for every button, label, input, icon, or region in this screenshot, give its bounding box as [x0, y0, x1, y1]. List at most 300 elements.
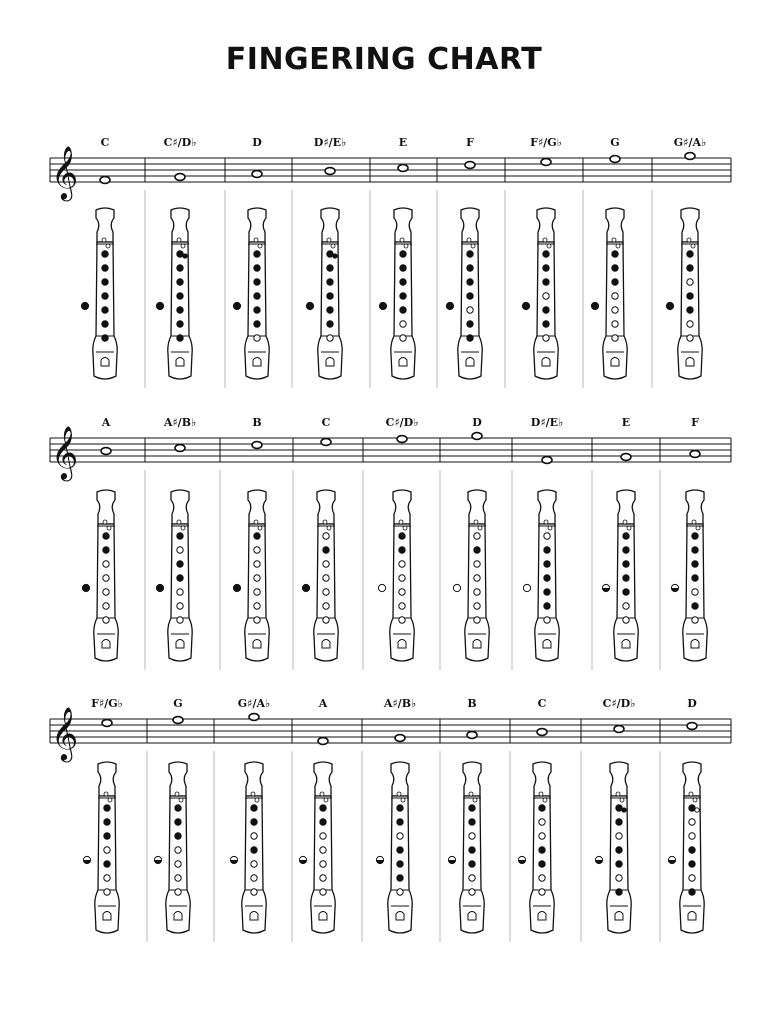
finger-hole-closed [327, 293, 333, 299]
finger-hole-closed [254, 533, 260, 539]
recorder-bell-window [615, 912, 623, 921]
recorder-mouthpiece [317, 490, 335, 524]
page-title: FINGERING CHART [225, 42, 543, 77]
finger-hole-closed [543, 321, 549, 327]
finger-hole-closed [254, 251, 260, 257]
note-label: A♯/B♭ [383, 697, 417, 710]
finger-hole-open [177, 617, 183, 623]
thumb-hole-open [378, 584, 385, 591]
finger-hole-open [544, 533, 550, 539]
recorder-bell-window [174, 912, 182, 921]
finger-hole-open [103, 589, 109, 595]
treble-clef: 𝄞 [51, 706, 79, 760]
finger-hole-closed [467, 321, 473, 327]
note-label: F [691, 416, 699, 429]
upper-hole [177, 520, 181, 524]
recorder-bell-window [326, 358, 334, 367]
recorder-mouthpiece [463, 762, 481, 796]
finger-hole-closed [474, 547, 480, 553]
recorder-bell-window [103, 912, 111, 921]
upper-hole [106, 244, 110, 248]
finger-hole-closed [177, 321, 183, 327]
finger-hole-open [177, 603, 183, 609]
thumb-hole-closed [522, 302, 529, 309]
whole-note [690, 451, 700, 458]
recorder-mouthpiece [683, 762, 701, 796]
finger-hole-open [544, 617, 550, 623]
recorder-mouthpiece [321, 208, 339, 242]
finger-hole-closed [175, 805, 181, 811]
recorder-diagram [156, 490, 192, 661]
recorder-bell-window [250, 912, 258, 921]
finger-hole-closed [400, 251, 406, 257]
upper-hole [474, 520, 478, 524]
finger-hole-closed [254, 321, 260, 327]
chart-row-2 [0, 412, 768, 682]
finger-hole-open [177, 547, 183, 553]
recorder-mouthpiece [96, 208, 114, 242]
finger-hole-open [612, 321, 618, 327]
staff-and-recorders [0, 130, 768, 400]
finger-hole-closed [469, 847, 475, 853]
finger-hole-open [692, 589, 698, 595]
recorder-mouthpiece [537, 208, 555, 242]
recorder-mouthpiece [97, 490, 115, 524]
finger-hole-open [251, 861, 257, 867]
upper-hole [258, 526, 262, 530]
upper-hole [251, 792, 255, 796]
finger-hole-open [175, 861, 181, 867]
finger-hole-closed [469, 805, 475, 811]
note-label: B [467, 697, 477, 710]
upper-hole [473, 798, 477, 802]
recorder-mouthpiece [461, 208, 479, 242]
whole-note [685, 153, 695, 160]
upper-hole [696, 526, 700, 530]
whole-note [102, 720, 112, 727]
finger-hole-open [539, 875, 545, 881]
finger-hole-closed [616, 861, 622, 867]
finger-hole-closed [397, 819, 403, 825]
finger-hole-closed [687, 251, 693, 257]
note-label: D [472, 416, 482, 429]
recorder-mouthpiece [391, 762, 409, 796]
finger-hole-closed [687, 307, 693, 313]
finger-hole-closed [623, 547, 629, 553]
recorder-bell-window [101, 358, 109, 367]
upper-hole [616, 244, 620, 248]
finger-hole-open [175, 847, 181, 853]
finger-hole-open [323, 589, 329, 595]
recorder-diagram [233, 208, 269, 379]
recorder-bell-window [622, 640, 630, 649]
upper-hole [397, 792, 401, 796]
thumb-hole-closed [156, 584, 163, 591]
finger-hole-open [467, 307, 473, 313]
upper-hole [179, 798, 183, 802]
upper-hole [327, 238, 331, 242]
finger-hole-closed [544, 575, 550, 581]
finger-hole-open [175, 875, 181, 881]
finger-hole-closed [104, 833, 110, 839]
upper-hole [401, 798, 405, 802]
recorder-mouthpiece [171, 490, 189, 524]
note-label: B [252, 416, 262, 429]
finger-hole-open [623, 617, 629, 623]
finger-hole-closed [616, 819, 622, 825]
recorder-bell-window [611, 358, 619, 367]
finger-hole-closed [543, 251, 549, 257]
recorder-bell-window [102, 640, 110, 649]
finger-hole-closed [320, 819, 326, 825]
finger-hole-open [320, 861, 326, 867]
finger-hole-closed [399, 547, 405, 553]
finger-hole-closed [102, 335, 108, 341]
finger-hole-open [400, 321, 406, 327]
recorder-bell-window [253, 640, 261, 649]
upper-hole [175, 792, 179, 796]
whole-note [537, 729, 547, 736]
finger-hole-closed [692, 575, 698, 581]
whole-note [397, 436, 407, 443]
finger-hole-closed [467, 279, 473, 285]
upper-hole [254, 520, 258, 524]
finger-hole-closed [254, 293, 260, 299]
upper-hole [327, 526, 331, 530]
finger-hole-open [177, 589, 183, 595]
double-hole [622, 808, 626, 812]
recorder-diagram [81, 208, 117, 379]
upper-hole [623, 520, 627, 524]
recorder-mouthpiece [171, 208, 189, 242]
finger-hole-closed [177, 335, 183, 341]
finger-hole-closed [397, 847, 403, 853]
finger-hole-open [612, 335, 618, 341]
upper-hole [255, 798, 259, 802]
upper-hole [627, 526, 631, 530]
finger-hole-open [539, 819, 545, 825]
upper-hole [258, 244, 262, 248]
recorder-bell-window [176, 640, 184, 649]
finger-hole-closed [177, 307, 183, 313]
finger-hole-closed [254, 279, 260, 285]
whole-note [542, 457, 552, 464]
note-label: C [100, 136, 110, 149]
finger-hole-open [399, 603, 405, 609]
finger-hole-open [539, 833, 545, 839]
whole-note [621, 454, 631, 461]
finger-hole-closed [102, 293, 108, 299]
finger-hole-open [320, 889, 326, 895]
finger-hole-closed [103, 533, 109, 539]
finger-hole-closed [612, 279, 618, 285]
finger-hole-open [254, 575, 260, 581]
finger-hole-open [687, 279, 693, 285]
note-label: C♯/D♭ [163, 136, 197, 149]
whole-note [249, 714, 259, 721]
finger-hole-open [474, 533, 480, 539]
finger-hole-open [543, 335, 549, 341]
finger-hole-open [689, 833, 695, 839]
upper-hole [324, 798, 328, 802]
note-label: G♯/A♭ [237, 697, 271, 710]
finger-hole-open [254, 603, 260, 609]
thumb-hole-closed [306, 302, 313, 309]
whole-note [614, 726, 624, 733]
finger-hole-closed [689, 861, 695, 867]
upper-hole [469, 792, 473, 796]
whole-note [465, 162, 475, 169]
recorder-diagram [306, 208, 342, 379]
finger-hole-open [251, 889, 257, 895]
upper-hole [320, 792, 324, 796]
upper-hole [616, 792, 620, 796]
finger-hole-open [612, 293, 618, 299]
note-label: D♯/E♭ [313, 136, 347, 149]
finger-hole-closed [104, 861, 110, 867]
recorder-bell-window [468, 912, 476, 921]
whole-note [398, 165, 408, 172]
finger-hole-open [399, 617, 405, 623]
note-label: A [318, 697, 328, 710]
upper-hole [548, 526, 552, 530]
whole-note [541, 159, 551, 166]
upper-hole [102, 238, 106, 242]
upper-hole [404, 244, 408, 248]
recorder-diagram [230, 762, 266, 933]
finger-hole-open [104, 875, 110, 881]
finger-hole-open [323, 575, 329, 581]
finger-hole-closed [623, 589, 629, 595]
thumb-hole-closed [82, 584, 89, 591]
finger-hole-open [689, 819, 695, 825]
upper-hole [539, 792, 543, 796]
finger-hole-closed [177, 265, 183, 271]
finger-hole-closed [687, 293, 693, 299]
note-label: D [252, 136, 262, 149]
recorder-diagram [448, 762, 484, 933]
recorder-diagram [668, 762, 704, 933]
note-label: G [173, 697, 183, 710]
upper-hole [104, 792, 108, 796]
finger-hole-open [687, 321, 693, 327]
recorder-mouthpiece [681, 208, 699, 242]
finger-hole-closed [539, 805, 545, 811]
finger-hole-closed [254, 307, 260, 313]
finger-hole-closed [177, 561, 183, 567]
recorder-mouthpiece [248, 208, 266, 242]
finger-hole-open [539, 889, 545, 895]
upper-hole [181, 244, 185, 248]
finger-hole-closed [327, 251, 333, 257]
whole-note [610, 156, 620, 163]
upper-hole [689, 792, 693, 796]
recorder-bell-window [396, 912, 404, 921]
finger-hole-closed [543, 307, 549, 313]
finger-hole-closed [320, 805, 326, 811]
recorder-diagram [595, 762, 631, 933]
upper-hole [103, 520, 107, 524]
finger-hole-open [397, 833, 403, 839]
finger-hole-closed [323, 547, 329, 553]
finger-hole-closed [177, 251, 183, 257]
finger-hole-open [320, 875, 326, 881]
finger-hole-closed [623, 575, 629, 581]
finger-hole-open [103, 561, 109, 567]
upper-hole [467, 238, 471, 242]
finger-hole-open [104, 889, 110, 895]
finger-hole-closed [689, 805, 695, 811]
note-label: F♯/G♭ [91, 697, 123, 710]
recorder-bell-window [176, 358, 184, 367]
note-label: G [610, 136, 620, 149]
upper-hole [691, 244, 695, 248]
recorder-bell-window [538, 912, 546, 921]
finger-hole-closed [692, 603, 698, 609]
finger-hole-closed [612, 251, 618, 257]
recorder-diagram [522, 208, 558, 379]
upper-hole [399, 520, 403, 524]
recorder-diagram [82, 490, 118, 661]
recorder-mouthpiece [314, 762, 332, 796]
upper-hole [692, 520, 696, 524]
finger-hole-closed [616, 847, 622, 853]
recorder-mouthpiece [393, 490, 411, 524]
finger-hole-open [397, 889, 403, 895]
finger-hole-open [469, 833, 475, 839]
recorder-diagram [666, 208, 702, 379]
finger-hole-open [323, 617, 329, 623]
recorder-bell-window [398, 640, 406, 649]
finger-hole-closed [689, 889, 695, 895]
finger-hole-closed [612, 265, 618, 271]
recorder-diagram [302, 490, 338, 661]
finger-hole-open [103, 617, 109, 623]
recorder-diagram [376, 762, 412, 933]
upper-hole [108, 798, 112, 802]
whole-note [175, 174, 185, 181]
recorder-diagram [233, 490, 269, 661]
upper-hole [107, 526, 111, 530]
recorder-diagram [378, 490, 414, 661]
recorder-bell-window [473, 640, 481, 649]
finger-hole-closed [539, 861, 545, 867]
whole-note [318, 738, 328, 745]
thumb-hole-closed [379, 302, 386, 309]
recorder-mouthpiece [617, 490, 635, 524]
finger-hole-open [323, 603, 329, 609]
whole-note [175, 445, 185, 452]
finger-hole-closed [397, 875, 403, 881]
note-label: D [687, 697, 697, 710]
double-hole [695, 808, 699, 812]
upper-hole [478, 526, 482, 530]
finger-hole-closed [104, 805, 110, 811]
finger-hole-open [474, 561, 480, 567]
finger-hole-closed [327, 265, 333, 271]
finger-hole-open [616, 833, 622, 839]
recorder-diagram [156, 208, 192, 379]
finger-hole-open [612, 307, 618, 313]
recorder-diagram [154, 762, 190, 933]
finger-hole-closed [616, 889, 622, 895]
finger-hole-open [251, 833, 257, 839]
finger-hole-open [399, 561, 405, 567]
finger-hole-open [474, 589, 480, 595]
finger-hole-closed [467, 293, 473, 299]
staff-and-recorders [0, 684, 768, 954]
upper-hole [543, 238, 547, 242]
finger-hole-closed [467, 335, 473, 341]
recorder-mouthpiece [468, 490, 486, 524]
finger-hole-open [323, 533, 329, 539]
finger-hole-closed [177, 293, 183, 299]
finger-hole-closed [102, 307, 108, 313]
thumb-hole-closed [666, 302, 673, 309]
upper-hole [254, 238, 258, 242]
upper-hole [471, 244, 475, 248]
finger-hole-open [251, 875, 257, 881]
finger-hole-closed [251, 805, 257, 811]
recorder-diagram [671, 490, 707, 661]
finger-hole-closed [400, 307, 406, 313]
whole-note [173, 717, 183, 724]
finger-hole-closed [104, 819, 110, 825]
finger-hole-closed [177, 279, 183, 285]
finger-hole-closed [623, 533, 629, 539]
finger-hole-open [623, 603, 629, 609]
finger-hole-open [692, 617, 698, 623]
finger-hole-closed [469, 819, 475, 825]
whole-note [321, 439, 331, 446]
finger-hole-closed [689, 847, 695, 853]
recorder-mouthpiece [245, 762, 263, 796]
finger-hole-open [320, 847, 326, 853]
note-label: C♯/D♭ [602, 697, 636, 710]
finger-hole-open [327, 335, 333, 341]
recorder-bell-window [399, 358, 407, 367]
recorder-diagram [299, 762, 335, 933]
recorder-diagram [83, 762, 119, 933]
finger-hole-closed [175, 819, 181, 825]
chart-row-3 [0, 684, 768, 954]
recorder-mouthpiece [686, 490, 704, 524]
thumb-hole-open [453, 584, 460, 591]
finger-hole-closed [254, 265, 260, 271]
finger-hole-open [323, 561, 329, 567]
upper-hole [177, 238, 181, 242]
recorder-bell-window [319, 912, 327, 921]
upper-hole [400, 238, 404, 242]
recorder-diagram [602, 490, 638, 661]
thumb-hole-closed [81, 302, 88, 309]
finger-hole-open [175, 889, 181, 895]
thumb-hole-open [523, 584, 530, 591]
finger-hole-open [399, 589, 405, 595]
finger-hole-closed [397, 805, 403, 811]
finger-hole-closed [102, 279, 108, 285]
finger-hole-closed [400, 279, 406, 285]
double-hole [183, 254, 187, 258]
note-label: E [621, 416, 631, 429]
upper-hole [612, 238, 616, 242]
recorder-diagram [446, 208, 482, 379]
recorder-bell-window [543, 640, 551, 649]
upper-hole [620, 798, 624, 802]
whole-note [101, 448, 111, 455]
recorder-mouthpiece [169, 762, 187, 796]
whole-note [252, 171, 262, 178]
